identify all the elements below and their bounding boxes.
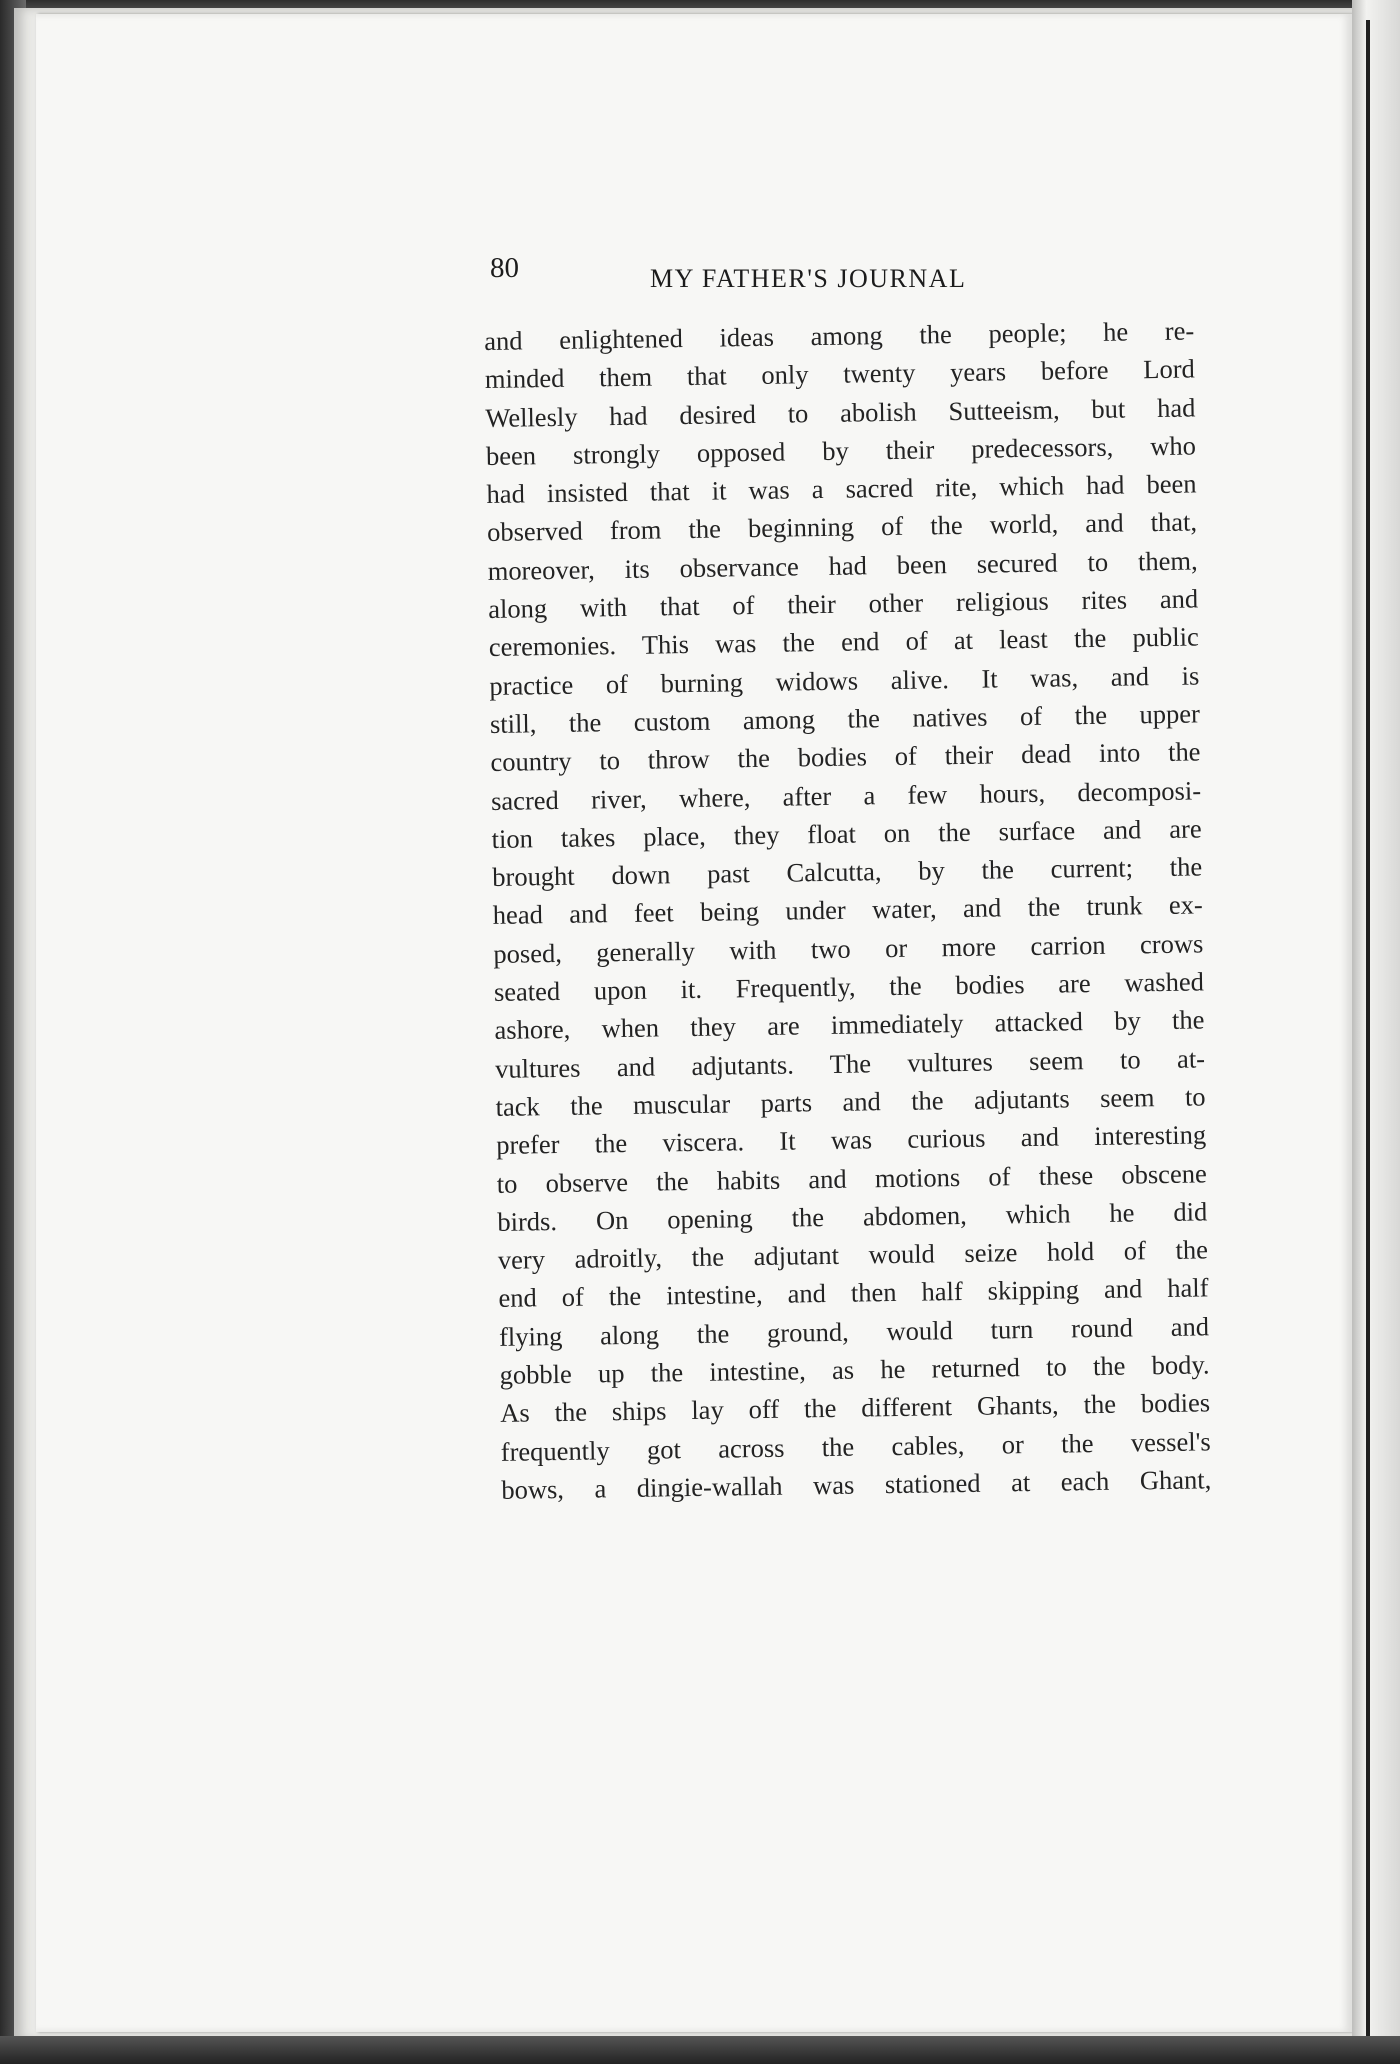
text-line: end of the intestine, and then half skipping and half — [498, 1272, 1209, 1314]
text-line: ashore, when they are immediately attacked by the — [494, 1004, 1205, 1046]
text-line: frequently got across the cables, or the vessel's — [500, 1425, 1211, 1467]
text-line: posed, generally with two or more carrion crows — [493, 928, 1204, 969]
text-line: prefer the viscera. It was curious and interesting — [495, 1119, 1207, 1161]
text-line: observed from the beginning of the world, and that, — [486, 506, 1198, 548]
text-line: bows, a dingie-wallah was stationed at each Ghant, — [501, 1464, 1212, 1505]
text-line: gobble up the intestine, as he returned to the body. — [499, 1349, 1210, 1390]
text-line: to observe the habits and motions of these obscene — [496, 1157, 1207, 1199]
text-line: head and feet being under water, and the trunk ex- — [492, 889, 1203, 931]
text-line: As the ships lay off the different Ghants, the bodies — [499, 1387, 1211, 1429]
text-line: flying along the ground, would turn round and — [498, 1311, 1210, 1352]
text-line: moreover, its observance had been secured to them, — [487, 545, 1198, 586]
scan-bottom-edge — [0, 2036, 1400, 2064]
text-line: birds. On opening the abdomen, which he did — [497, 1196, 1208, 1237]
text-line: very adroitly, the adjutant would seize hold of the — [497, 1234, 1209, 1276]
text-line: practice of burning widows alive. It was, and is — [489, 660, 1200, 701]
text-line: and enlightened ideas among the people; he re- — [484, 315, 1195, 356]
text-line: been strongly opposed by their predecessors, who — [485, 430, 1197, 471]
text-line: country to throw the bodies of their dead into the — [490, 736, 1201, 778]
text-line: had insisted that it was a sacred rite, which had been — [486, 468, 1197, 510]
text-line: ceremonies. This was the end of at least the public — [488, 621, 1199, 663]
page-header — [490, 252, 1050, 296]
text-line: tack the muscular parts and the adjutants seem to — [495, 1081, 1206, 1122]
page-number: 80 — [490, 252, 519, 284]
text-line: Wellesly had desired to abolish Sutteeism, but had — [485, 392, 1196, 433]
body-text — [484, 311, 1212, 1509]
text-line: vultures and adjutants. The vultures seem to at- — [494, 1043, 1206, 1084]
running-head: MY FATHER'S JOURNAL — [650, 264, 967, 293]
text-line: along with that of their other religious rites and — [488, 583, 1199, 625]
text-line: tion takes place, they float on the surface and are — [491, 813, 1202, 854]
text-line: seated upon it. Frequently, the bodies are washed — [493, 966, 1205, 1007]
text-line: minded them that only twenty years before Lord — [484, 353, 1195, 395]
text-line: sacred river, where, after a few hours, decomposi- — [490, 774, 1202, 816]
book-fore-edge — [1352, 0, 1400, 2064]
text-line: brought down past Calcutta, by the current; the — [492, 851, 1203, 893]
text-line: still, the custom among the natives of the upper — [489, 698, 1201, 739]
